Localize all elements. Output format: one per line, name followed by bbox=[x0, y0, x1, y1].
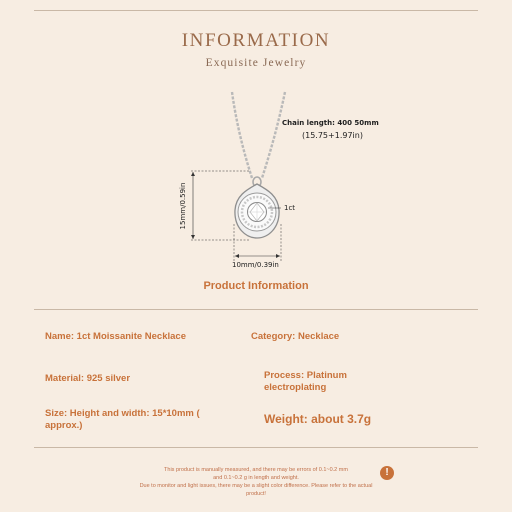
size-line-1: Size: Height and width: 15*10mm ( bbox=[45, 408, 200, 419]
product-material: Material: 925 silver bbox=[45, 373, 131, 384]
exclamation-icon: ! bbox=[380, 466, 394, 480]
info-divider-top bbox=[34, 309, 478, 310]
size-line-2: approx.) bbox=[45, 420, 83, 431]
width-label: 10mm/0.39in bbox=[232, 261, 279, 269]
page-title: INFORMATION bbox=[181, 30, 331, 51]
section-heading: Product Information bbox=[203, 280, 309, 292]
product-process bbox=[264, 370, 347, 394]
product-name: Name: 1ct Moissanite Necklace bbox=[45, 331, 186, 342]
page-subtitle: Exquisite Jewelry bbox=[205, 57, 307, 69]
info-divider-bottom bbox=[34, 447, 478, 448]
process-line-2: electroplating bbox=[264, 382, 327, 393]
notice-line-2: and 0.1~0.2 g in length and weight. bbox=[213, 475, 299, 481]
measurement-notice bbox=[100, 466, 412, 498]
process-line-1: Process: Platinum bbox=[264, 370, 347, 381]
chain-length-inches: (15.75+1.97in) bbox=[302, 131, 363, 140]
product-category: Category: Necklace bbox=[251, 331, 340, 342]
height-label: 15mm/0.59in bbox=[179, 182, 187, 230]
notice-line-3: Due to monitor and light issues, there may be a slight color difference. Please refer to the actual bbox=[139, 483, 373, 489]
carat-label: 1ct bbox=[284, 204, 296, 212]
notice-line-1: This product is manually measured, and there may be errors of 0.1~0.2 mm bbox=[164, 467, 348, 473]
chain-length-label: Chain length: 400 50mm bbox=[282, 119, 379, 127]
notice-line-4: product! bbox=[246, 491, 266, 497]
product-size bbox=[45, 408, 200, 432]
product-weight: Weight: about 3.7g bbox=[264, 412, 372, 426]
